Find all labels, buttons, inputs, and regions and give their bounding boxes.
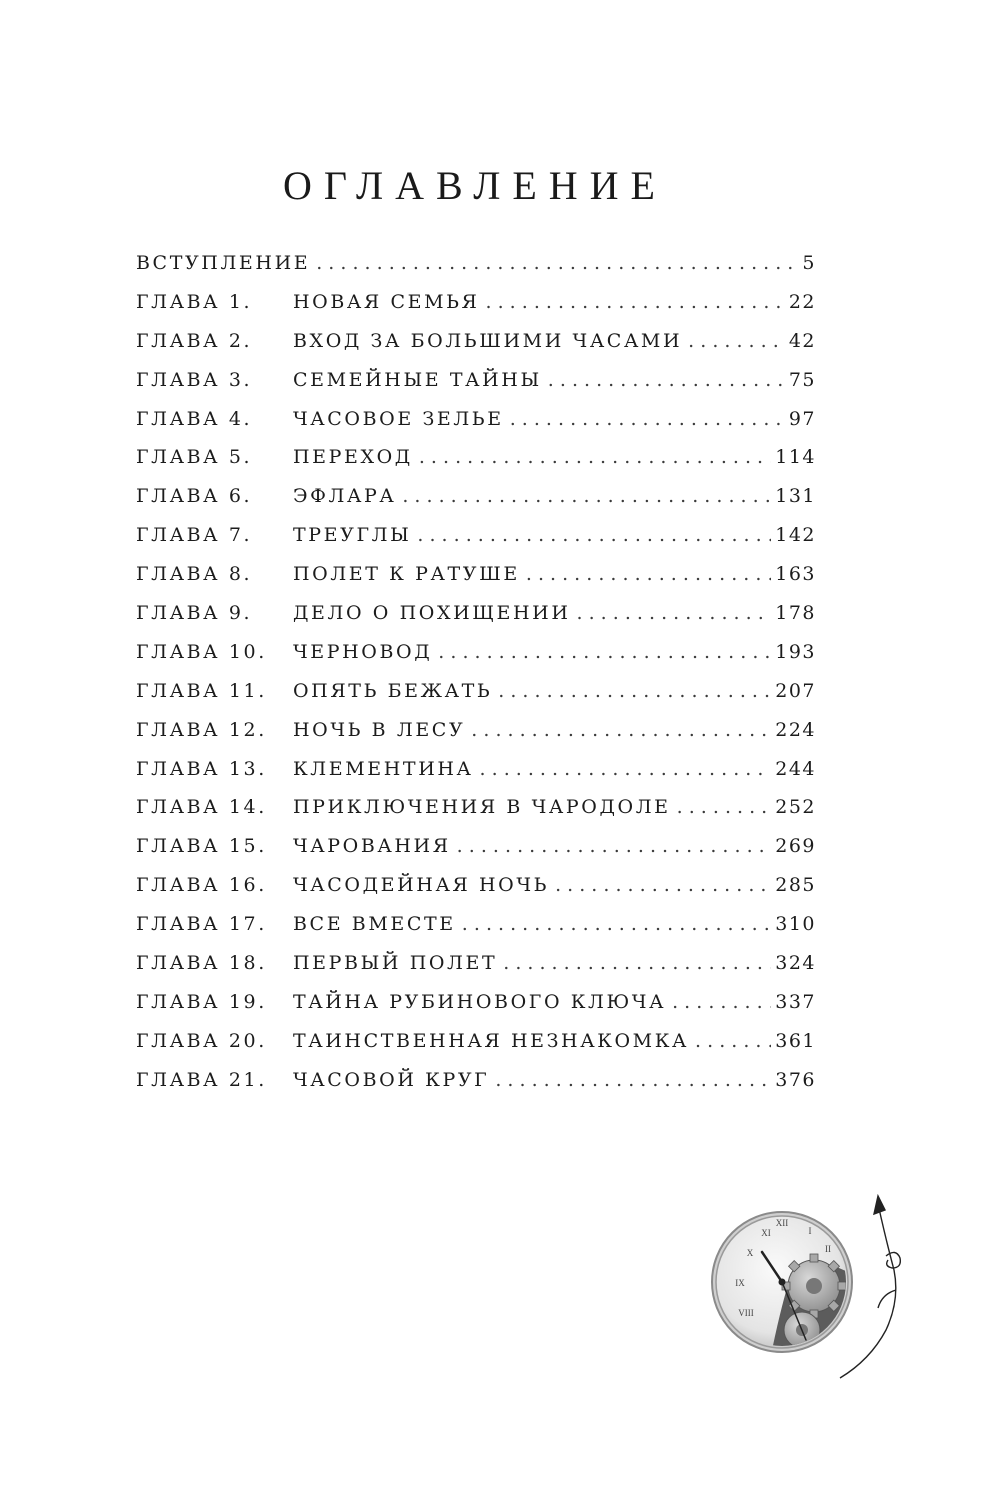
toc-entry <box>136 446 816 485</box>
toc-leader-dots <box>695 1030 771 1052</box>
toc-entry <box>136 563 816 602</box>
toc-chapter-label: ГЛАВА 7. <box>136 524 253 547</box>
toc-chapter-label: ГЛАВА 16. <box>136 874 267 897</box>
toc-chapter-label: ГЛАВА 2. <box>136 329 253 352</box>
toc-chapter-label: ГЛАВА 10. <box>136 640 267 663</box>
toc-chapter-title: ЭФЛАРА <box>293 485 397 508</box>
toc-page-number: 142 <box>775 524 816 547</box>
toc-page-number: 224 <box>775 718 816 741</box>
toc-page-number: 285 <box>775 874 816 897</box>
toc-leader-dots <box>688 330 785 352</box>
toc-page-number: 22 <box>788 290 816 313</box>
toc-page-number: 42 <box>788 329 816 352</box>
toc-chapter-title: ЧАРОВАНИЯ <box>293 835 451 858</box>
toc-leader-dots <box>419 446 771 468</box>
toc-entry <box>136 602 816 641</box>
toc-leader-dots <box>503 952 771 974</box>
toc-chapter-title: НОЧЬ В ЛЕСУ <box>293 718 466 741</box>
toc-chapter-label: ГЛАВА 4. <box>136 407 253 430</box>
toc-leader-dots <box>510 408 785 430</box>
toc-chapter-label: ГЛАВА 5. <box>136 446 253 469</box>
clock-with-gears-icon <box>710 1190 930 1390</box>
toc-leader-dots <box>462 913 771 935</box>
toc-chapter-label: ГЛАВА 6. <box>136 485 253 508</box>
toc-chapter-title: ОПЯТЬ БЕЖАТЬ <box>293 679 493 702</box>
toc-chapter-label: ГЛАВА 20. <box>136 1029 267 1052</box>
toc-entry <box>136 408 816 447</box>
toc-chapter-title: ПЕРВЫЙ ПОЛЕТ <box>293 952 498 975</box>
toc-chapter-label: ГЛАВА 12. <box>136 718 267 741</box>
toc-page-number: 163 <box>775 563 816 586</box>
toc-leader-dots <box>677 796 772 818</box>
toc-page-number: 361 <box>775 1029 816 1052</box>
toc-leader-dots <box>526 563 771 585</box>
page-title: ОГЛАВЛЕНИЕ <box>283 163 667 208</box>
toc-entry <box>136 991 816 1030</box>
toc-leader-dots <box>495 1069 771 1091</box>
toc-page-number: 178 <box>775 602 816 625</box>
toc-leader-dots <box>486 291 785 313</box>
toc-chapter-title: ЧАСОВОЙ КРУГ <box>293 1068 490 1091</box>
toc-leader-dots <box>577 602 772 624</box>
toc-chapter-title: НОВАЯ СЕМЬЯ <box>293 290 480 313</box>
toc-page-number: 131 <box>775 485 816 508</box>
toc-chapter-label: ГЛАВА 9. <box>136 602 253 625</box>
toc-entry <box>136 252 816 291</box>
toc-entry <box>136 796 816 835</box>
toc-leader-dots <box>548 369 785 391</box>
toc-chapter-title: ТАИНСТВЕННАЯ НЕЗНАКОМКА <box>293 1029 690 1052</box>
toc-entry <box>136 952 816 991</box>
toc-leader-dots <box>672 991 771 1013</box>
toc-chapter-title: ПЕРЕХОД <box>293 446 413 469</box>
toc-entry <box>136 758 816 797</box>
toc-page-number: 376 <box>775 1068 816 1091</box>
toc-entry <box>136 369 816 408</box>
svg-text:X: X <box>746 1248 754 1258</box>
toc-entry <box>136 1030 816 1069</box>
toc-leader-dots <box>457 835 772 857</box>
toc-chapter-title: ЧАСОДЕЙНАЯ НОЧЬ <box>293 874 550 897</box>
toc-leader-dots <box>471 719 771 741</box>
toc-chapter-label: ВСТУПЛЕНИЕ <box>136 252 311 274</box>
toc-leader-dots <box>438 641 771 663</box>
toc-page-number: 269 <box>775 835 816 858</box>
toc-chapter-title: ВСЕ ВМЕСТЕ <box>293 913 456 936</box>
toc-entry <box>136 1069 816 1108</box>
toc-entry <box>136 719 816 758</box>
toc-chapter-label: ГЛАВА 17. <box>136 913 267 936</box>
svg-text:VIII: VIII <box>738 1308 754 1318</box>
toc-chapter-title: ПРИКЛЮЧЕНИЯ В ЧАРОДОЛЕ <box>293 796 671 819</box>
toc-leader-dots <box>480 758 772 780</box>
toc-page-number: 75 <box>788 368 816 391</box>
toc-chapter-label: ГЛАВА 14. <box>136 796 267 819</box>
toc-page-number: 114 <box>775 446 816 469</box>
toc-chapter-title: ВХОД ЗА БОЛЬШИМИ ЧАСАМИ <box>293 329 683 352</box>
toc-leader-dots <box>498 680 771 702</box>
toc-leader-dots <box>555 874 771 896</box>
toc-entry <box>136 874 816 913</box>
toc-entry <box>136 835 816 874</box>
toc-list <box>136 252 816 1108</box>
toc-page-number: 324 <box>775 952 816 975</box>
toc-entry <box>136 913 816 952</box>
toc-chapter-label: ГЛАВА 21. <box>136 1068 267 1091</box>
toc-entry <box>136 485 816 524</box>
toc-chapter-label: ГЛАВА 8. <box>136 563 253 586</box>
toc-chapter-label: ГЛАВА 15. <box>136 835 267 858</box>
toc-page-number: 310 <box>775 913 816 936</box>
toc-chapter-title: ДЕЛО О ПОХИЩЕНИИ <box>293 602 571 625</box>
toc-chapter-label: ГЛАВА 13. <box>136 757 267 780</box>
toc-entry <box>136 524 816 563</box>
toc-chapter-title: СЕМЕЙНЫЕ ТАЙНЫ <box>293 368 542 391</box>
toc-entry <box>136 680 816 719</box>
toc-page-number: 5 <box>802 252 816 274</box>
toc-page-number: 207 <box>775 679 816 702</box>
toc-chapter-label: ГЛАВА 18. <box>136 952 267 975</box>
toc-entry <box>136 330 816 369</box>
toc-chapter-title: ТРЕУГЛЫ <box>293 524 412 547</box>
toc-leader-dots <box>316 252 798 274</box>
svg-text:IX: IX <box>735 1278 745 1288</box>
svg-text:I: I <box>808 1226 812 1236</box>
toc-page-number: 337 <box>775 990 816 1013</box>
svg-text:XI: XI <box>761 1228 771 1238</box>
svg-text:XII: XII <box>775 1218 789 1228</box>
toc-page-number: 193 <box>775 640 816 663</box>
toc-leader-dots <box>417 524 771 546</box>
toc-chapter-title: КЛЕМЕНТИНА <box>293 757 474 780</box>
toc-entry <box>136 641 816 680</box>
toc-page-number: 244 <box>775 757 816 780</box>
toc-chapter-title: ЧЕРНОВОД <box>293 640 433 663</box>
svg-text:II: II <box>825 1244 831 1254</box>
toc-page-number: 97 <box>788 407 816 430</box>
toc-chapter-label: ГЛАВА 19. <box>136 990 267 1013</box>
toc-chapter-title: ПОЛЕТ К РАТУШЕ <box>293 563 520 586</box>
toc-entry <box>136 291 816 330</box>
toc-chapter-label: ГЛАВА 1. <box>136 290 253 313</box>
toc-chapter-title: ЧАСОВОЕ ЗЕЛЬЕ <box>293 407 504 430</box>
toc-chapter-title: ТАЙНА РУБИНОВОГО КЛЮЧА <box>293 990 667 1013</box>
toc-chapter-label: ГЛАВА 11. <box>136 679 267 702</box>
toc-leader-dots <box>402 485 771 507</box>
toc-chapter-label: ГЛАВА 3. <box>136 368 253 391</box>
toc-page-number: 252 <box>775 796 816 819</box>
